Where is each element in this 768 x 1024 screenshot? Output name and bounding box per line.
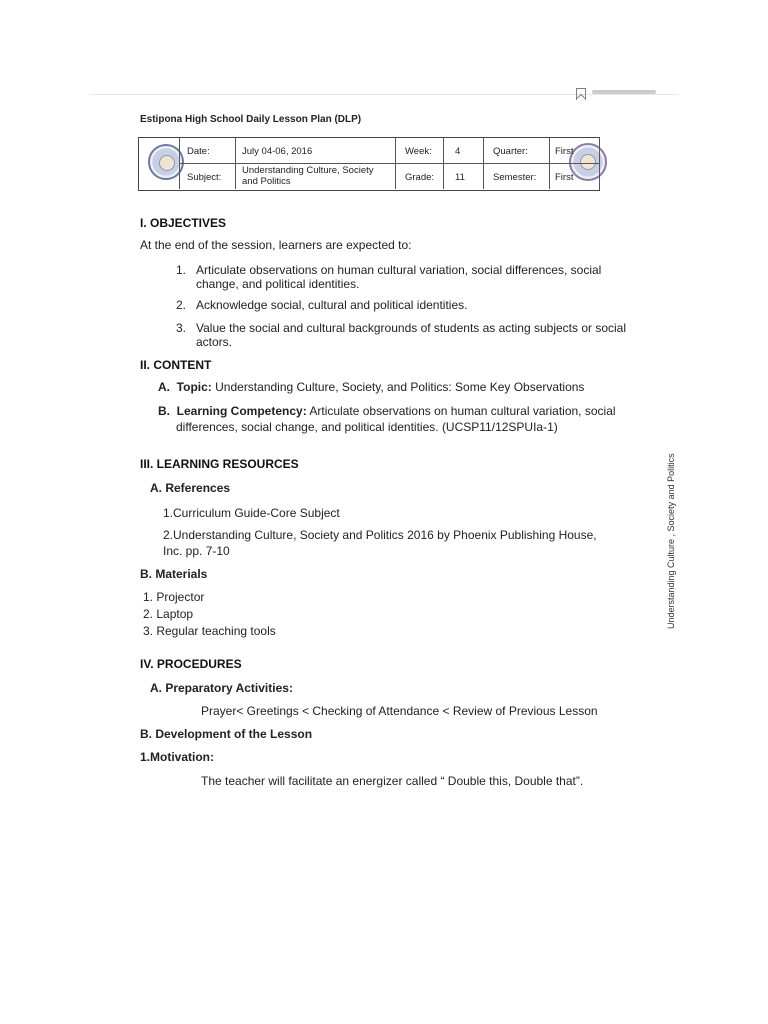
- material-item: 1. Projector: [143, 590, 205, 604]
- table-row-divider: [179, 163, 599, 164]
- objective-text-cont: actors.: [196, 335, 233, 349]
- objective-text: Value the social and cultural backgrounds of students as acting subjects or social: [196, 321, 627, 335]
- topic-text: Understanding Culture, Society, and Politics: Some Key Observations: [215, 380, 585, 394]
- resources-heading: III. LEARNING RESOURCES: [140, 457, 299, 471]
- bookmark-icon: [576, 88, 586, 100]
- objective-text: Acknowledge social, cultural and political identities.: [196, 298, 468, 312]
- motivation-heading: 1.Motivation:: [140, 750, 214, 764]
- motivation-text: The teacher will facilitate an energizer called “ Double this, Double that”.: [201, 774, 584, 788]
- subject-label: Subject:: [187, 172, 222, 183]
- preparatory-heading: A. Preparatory Activities:: [150, 681, 293, 695]
- date-value: July 04-06, 2016: [242, 146, 313, 157]
- development-heading: B. Development of the Lesson: [140, 727, 313, 741]
- competency-prefix: B.: [158, 404, 170, 418]
- content-heading: II. CONTENT: [140, 358, 212, 372]
- topic-prefix: A.: [158, 380, 170, 394]
- competency-label: Learning Competency:: [176, 404, 307, 418]
- document-title: Estipona High School Daily Lesson Plan (DLP): [140, 114, 362, 125]
- references-heading: A. References: [150, 481, 231, 495]
- semester-label: Semester:: [493, 172, 537, 183]
- reference-item: 2.Understanding Culture, Society and Politics 2016 by Phoenix Publishing House,: [163, 528, 597, 542]
- subject-value-line2: and Politics: [242, 176, 291, 187]
- grade-value: 11: [455, 172, 465, 183]
- material-item: 2. Laptop: [143, 607, 194, 621]
- subject-value-line1: Understanding Culture, Society: [242, 165, 374, 176]
- competency-line: [158, 404, 616, 418]
- quarter-label: Quarter:: [493, 146, 528, 157]
- objective-number: 2.: [176, 298, 187, 312]
- side-subject-label: Understanding Culture , Society and Politics: [666, 453, 676, 629]
- reference-item-cont: Inc. pp. 7-10: [163, 544, 230, 558]
- procedures-heading: IV. PROCEDURES: [140, 657, 242, 671]
- objective-text-cont: change, and political identities.: [196, 277, 360, 291]
- week-value: 4: [455, 146, 461, 157]
- objective-number: 3.: [176, 321, 187, 335]
- objective-text: Articulate observations on human cultural variation, social differences, social: [196, 263, 602, 277]
- topic-label: Topic:: [176, 380, 212, 394]
- school-seal-icon: [569, 143, 607, 181]
- material-item: 3. Regular teaching tools: [143, 624, 276, 638]
- quarter-value: First: [555, 146, 574, 157]
- objectives-heading: I. OBJECTIVES: [140, 216, 227, 230]
- grade-label: Grade:: [405, 172, 435, 183]
- table-divider: [599, 138, 600, 189]
- topic-line: [158, 380, 584, 394]
- objectives-intro: At the end of the session, learners are expected to:: [140, 238, 412, 252]
- save-label: [592, 90, 656, 94]
- preparatory-text: Prayer< Greetings < Checking of Attendance < Review of Previous Lesson: [201, 704, 598, 718]
- reference-item: 1.Curriculum Guide-Core Subject: [163, 506, 340, 520]
- week-label: Week:: [405, 146, 432, 157]
- competency-text-cont: differences, social change, and political identities. (UCSP11/12SPUIa-1): [176, 420, 558, 434]
- objective-number: 1.: [176, 263, 187, 277]
- competency-text: Articulate observations on human cultural variation, social: [309, 404, 616, 418]
- lesson-info-table: [138, 137, 600, 191]
- date-label: Date:: [187, 146, 210, 157]
- semester-value: First: [555, 172, 574, 183]
- materials-heading: B. Materials: [140, 567, 208, 581]
- save-bookmark-button[interactable]: [576, 88, 660, 100]
